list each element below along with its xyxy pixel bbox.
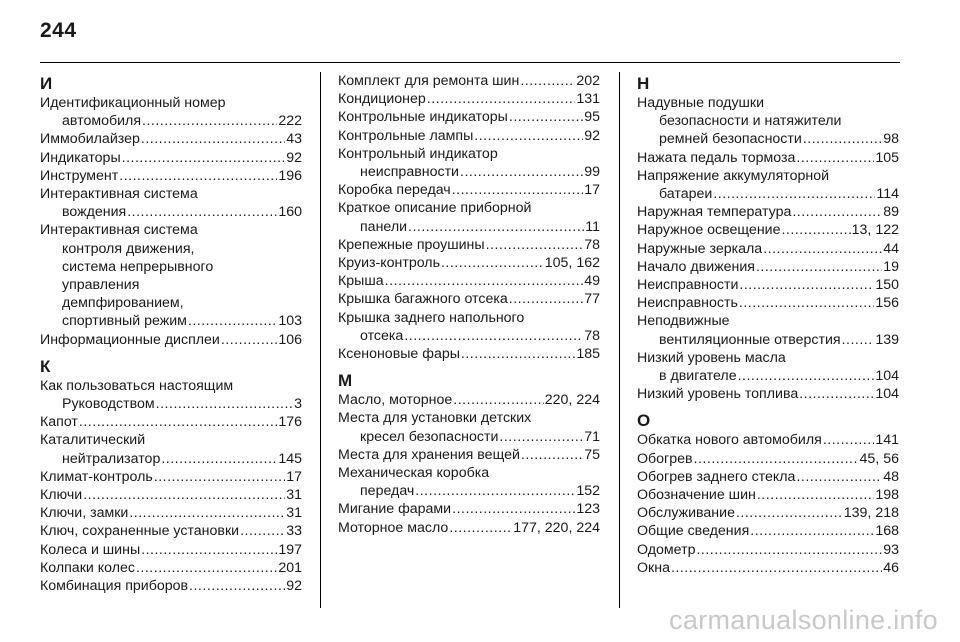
dot-leader [486, 236, 584, 254]
dot-leader [520, 72, 575, 90]
entry-page-ref: 139, 218 [843, 505, 899, 522]
index-entry [40, 577, 302, 595]
entry-page-ref: 93 [883, 541, 899, 558]
index-entry [637, 203, 899, 221]
entry-page-ref: 139 [875, 331, 899, 348]
entry-page-ref: 131 [576, 91, 600, 108]
entry-term: Крышка багажного отсека [338, 291, 508, 308]
index-letter-heading: К [40, 356, 51, 376]
entry-term: система непрерывного [62, 258, 214, 275]
entry-term: Обслуживание [637, 505, 735, 522]
entry-term: Общие сведения [637, 523, 750, 540]
dot-leader [141, 541, 277, 559]
entry-term: Моторное масло [338, 519, 449, 536]
column-divider [619, 72, 620, 608]
index-entry [637, 240, 899, 258]
entry-term: батареи [659, 186, 713, 203]
entry-term: Крышка заднего напольного [338, 309, 525, 326]
index-entry [637, 349, 899, 385]
entry-term: Контрольные индикаторы [338, 109, 508, 126]
dot-leader [799, 385, 874, 403]
index-entry [338, 181, 600, 199]
index-entry [637, 431, 899, 449]
entry-term: кресел безопасности [360, 428, 499, 445]
dot-leader [750, 522, 874, 540]
entry-term: отсека [360, 327, 404, 344]
index-entry [637, 149, 899, 167]
entry-term: Как пользоваться настоящим [40, 377, 234, 394]
entry-page-ref: 105, 162 [544, 255, 600, 272]
entry-term: Надувные подушки [637, 95, 765, 111]
dot-leader [757, 486, 875, 504]
index-entry [40, 486, 302, 504]
index-entry [40, 94, 302, 130]
entry-page-ref: 17 [584, 182, 600, 199]
entry-page-ref: 185 [576, 346, 600, 363]
entry-page-ref: 44 [883, 240, 899, 257]
entry-term: Окна [637, 559, 670, 576]
index-entry [338, 500, 600, 518]
entry-term: Мигание фарами [338, 501, 452, 518]
index-entry [338, 236, 600, 254]
index-letter-heading: М [338, 371, 353, 391]
entry-term: Крепежные проушины [338, 236, 485, 253]
index-entry [338, 290, 600, 308]
dot-leader [823, 431, 875, 449]
entry-page-ref: 220, 224 [544, 392, 600, 409]
entry-page-ref: 201 [278, 559, 302, 576]
dot-leader [127, 203, 277, 221]
dot-leader [509, 108, 583, 126]
entry-page-ref: 31 [286, 505, 302, 522]
entry-term: Инструмент [40, 167, 119, 184]
entry-term: Комбинация приборов [40, 578, 189, 595]
dot-leader [756, 258, 882, 276]
dot-leader [427, 90, 576, 108]
entry-page-ref: 104 [875, 368, 899, 385]
entry-term: Ключ, сохраненные установки [40, 523, 240, 540]
entry-page-ref: 99 [584, 164, 600, 181]
entry-term: Обогрев заднего стекла [637, 468, 796, 485]
dot-leader [441, 254, 544, 272]
index-entry [637, 522, 899, 540]
dot-leader [461, 345, 575, 363]
index-column-1 [40, 72, 302, 595]
dot-leader [415, 482, 575, 500]
dot-leader [404, 327, 583, 345]
dot-leader [79, 413, 277, 431]
index-entry [40, 377, 302, 413]
entry-page-ref: 33 [286, 523, 302, 540]
entry-page-ref: 13, 122 [851, 222, 899, 239]
dot-leader [842, 331, 875, 349]
entry-term: Колеса и шины [40, 541, 141, 558]
entry-term: Неисправности [637, 277, 739, 294]
index-entry [338, 127, 600, 145]
index-entry [637, 450, 899, 468]
index-entry [637, 94, 899, 149]
entry-term: Кондиционер [338, 91, 426, 108]
entry-term: Масло, моторное [338, 392, 453, 409]
dot-leader [781, 221, 850, 239]
entry-term: вождения [62, 204, 127, 221]
entry-term: Обозначение шин [637, 487, 756, 504]
dot-leader [142, 112, 277, 130]
index-entry [338, 309, 600, 345]
entry-term: Интерактивная система [40, 186, 198, 203]
entry-term: ремней безопасности [659, 131, 802, 148]
index-entry [338, 464, 600, 500]
entry-term: Идентификационный номер [40, 95, 226, 111]
index-entry [338, 90, 600, 108]
entry-term: неисправности [360, 164, 459, 181]
entry-term: Комплект для ремонта шин [338, 73, 520, 89]
entry-term: Климат-контроль [40, 468, 153, 485]
entry-page-ref: 19 [883, 258, 899, 275]
entry-term: Механическая коробка [338, 465, 490, 482]
dot-leader [792, 203, 882, 221]
dot-leader [240, 522, 285, 540]
entry-page-ref: 150 [875, 277, 899, 294]
entry-page-ref: 92 [286, 149, 302, 166]
dot-leader [221, 331, 277, 349]
dot-leader [161, 450, 277, 468]
entry-term: Обкатка нового автомобиля [637, 432, 822, 449]
entry-page-ref: 104 [875, 386, 899, 403]
dot-leader [671, 559, 882, 577]
entry-page-ref: 71 [584, 428, 600, 445]
entry-term: передач [360, 483, 415, 500]
index-entry [40, 413, 302, 431]
index-entry [637, 294, 899, 312]
entry-page-ref: 176 [278, 414, 302, 431]
dot-leader [83, 486, 285, 504]
dot-leader [736, 504, 843, 522]
entry-page-ref: 222 [278, 113, 302, 130]
entry-term: Одометр [637, 541, 696, 558]
dot-leader [738, 367, 875, 385]
entry-page-ref: 106 [278, 331, 302, 348]
index-entry [338, 409, 600, 445]
entry-page-ref: 48 [883, 468, 899, 485]
index-entry [637, 504, 899, 522]
index-entry [40, 559, 302, 577]
index-entry [338, 254, 600, 272]
dot-leader [713, 185, 875, 203]
index-entry [338, 72, 600, 90]
index-entry [40, 221, 302, 330]
entry-term: контроля движения, [62, 240, 195, 257]
entry-page-ref: 114 [876, 186, 899, 203]
entry-page-ref: 92 [286, 578, 302, 595]
dot-leader [694, 450, 859, 468]
watermark: carmanualsonline.info [669, 605, 938, 635]
entry-page-ref: 49 [584, 273, 600, 290]
dot-leader [803, 130, 882, 148]
dot-leader [739, 294, 874, 312]
index-entry [637, 167, 899, 203]
entry-page-ref: 98 [883, 131, 899, 148]
entry-page-ref: 11 [585, 218, 600, 235]
entry-term: Каталитический [40, 432, 146, 449]
entry-term: Контрольные лампы [338, 127, 474, 144]
entry-page-ref: 156 [875, 295, 899, 312]
column-divider [320, 72, 321, 608]
entry-term: Нажата педаль тормоза [637, 149, 796, 166]
entry-term: Ключи, замки [40, 505, 129, 522]
dot-leader [460, 163, 583, 181]
index-entry [338, 108, 600, 126]
entry-term: Ксеноновые фары [338, 346, 460, 363]
entry-term: Крыша [338, 273, 384, 290]
dot-leader [122, 149, 286, 167]
entry-term: спортивный режим [62, 313, 187, 330]
dot-leader [499, 428, 583, 446]
entry-term: Индикаторы [40, 149, 121, 166]
entry-page-ref: 89 [883, 204, 899, 221]
entry-term: Ключи [40, 487, 83, 504]
dot-leader [763, 240, 882, 258]
entry-page-ref: 105 [875, 149, 899, 166]
entry-page-ref: 92 [584, 127, 600, 144]
entry-term: Информационные дисплеи [40, 331, 220, 348]
entry-term: Низкий уровень топлива [637, 386, 799, 403]
index-entry [40, 185, 302, 221]
dot-leader [521, 446, 583, 464]
dot-leader [796, 149, 874, 167]
entry-term: управления [62, 277, 140, 294]
dot-leader [453, 391, 544, 409]
index-entry [637, 258, 899, 276]
index-entry [637, 559, 899, 577]
entry-term: Наружное освещение [637, 222, 781, 239]
index-entry [338, 391, 600, 409]
dot-leader [156, 395, 293, 413]
index-entry [40, 331, 302, 349]
index-entry [40, 149, 302, 167]
entry-page-ref: 141 [875, 432, 899, 449]
index-entry [637, 221, 899, 239]
entry-term: Низкий уровень масла [637, 349, 786, 366]
page-number: 244 [40, 19, 77, 42]
index-entry [40, 541, 302, 559]
index-column-2 [338, 72, 600, 537]
entry-term: Коробка передач [338, 182, 451, 199]
entry-page-ref: 196 [278, 167, 302, 184]
entry-term: Контрольный индикатор [338, 145, 498, 162]
index-letter-heading: Н [637, 74, 650, 93]
index-letter-heading: И [40, 74, 53, 93]
entry-term: в двигателе [659, 368, 737, 385]
dot-leader [129, 504, 285, 522]
entry-term: автомобиля [62, 113, 142, 130]
entry-term: Напряжение аккумуляторной [637, 167, 830, 184]
entry-page-ref: 177, 220, 224 [513, 519, 600, 536]
entry-term: Обогрев [637, 450, 693, 467]
dot-leader [474, 127, 583, 145]
dot-leader [449, 519, 512, 537]
index-entry [637, 385, 899, 403]
entry-page-ref: 46 [883, 559, 899, 576]
index-entry [637, 468, 899, 486]
entry-term: демпфированием, [62, 295, 184, 312]
entry-page-ref: 95 [584, 109, 600, 126]
index-entry [637, 276, 899, 294]
dot-leader [739, 276, 874, 294]
entry-term: Краткое описание приборной [338, 200, 532, 217]
entry-page-ref: 202 [576, 73, 600, 89]
dot-leader [136, 559, 277, 577]
entry-term: нейтрализатор [62, 450, 161, 467]
header-rule [40, 62, 900, 63]
entry-term: Места для хранения вещей [338, 446, 520, 463]
entry-term: Неподвижные [637, 313, 730, 330]
entry-term: Руководством [62, 396, 155, 413]
index-entry [338, 145, 600, 181]
entry-page-ref: 78 [584, 327, 600, 344]
entry-term: безопасности и натяжители [659, 113, 842, 130]
entry-page-ref: 17 [286, 468, 302, 485]
entry-page-ref: 123 [576, 501, 600, 518]
dot-leader [154, 468, 285, 486]
entry-page-ref: 145 [278, 450, 302, 467]
dot-leader [796, 468, 882, 486]
entry-page-ref: 198 [875, 487, 899, 504]
index-entry [40, 522, 302, 540]
entry-page-ref: 78 [584, 236, 600, 253]
entry-page-ref: 31 [286, 487, 302, 504]
index-entry [40, 130, 302, 148]
index-entry [338, 272, 600, 290]
index-entry [637, 312, 899, 348]
entry-term: Места для установки детских [338, 410, 532, 427]
entry-page-ref: 43 [286, 131, 302, 148]
dot-leader [408, 218, 584, 236]
index-entry [338, 345, 600, 363]
entry-page-ref: 3 [294, 396, 302, 413]
entry-term: Капот [40, 414, 78, 431]
entry-page-ref: 160 [278, 204, 302, 221]
entry-term: Наружная температура [637, 204, 792, 221]
entry-term: вентиляционные отверстия [659, 331, 841, 348]
index-entry [637, 541, 899, 559]
entry-term: Начало движения [637, 258, 755, 275]
index-entry [40, 167, 302, 185]
index-entry [637, 486, 899, 504]
index-entry [40, 431, 302, 467]
entry-page-ref: 152 [576, 483, 600, 500]
entry-term: панели [360, 218, 408, 235]
dot-leader [119, 167, 277, 185]
entry-term: Колпаки колес [40, 559, 135, 576]
entry-page-ref: 197 [278, 541, 302, 558]
index-entry [338, 199, 600, 235]
entry-term: Иммобилайзер [40, 131, 140, 148]
entry-term: Наружные зеркала [637, 240, 763, 257]
dot-leader [188, 312, 277, 330]
dot-leader [189, 577, 285, 595]
dot-leader [452, 181, 584, 199]
entry-page-ref: 168 [875, 523, 899, 540]
entry-page-ref: 45, 56 [859, 450, 899, 467]
index-column-3 [637, 72, 899, 577]
index-letter-heading: О [637, 411, 651, 431]
entry-term: Неисправность [637, 295, 738, 312]
dot-leader [385, 272, 584, 290]
entry-term: Круиз-контроль [338, 255, 440, 272]
dot-leader [696, 541, 882, 559]
index-entry [338, 519, 600, 537]
index-entry [40, 504, 302, 522]
dot-leader [141, 130, 285, 148]
dot-leader [452, 500, 575, 518]
dot-leader [509, 290, 583, 308]
index-entry [338, 446, 600, 464]
entry-term: Интерактивная система [40, 222, 198, 239]
entry-page-ref: 103 [278, 313, 302, 330]
entry-page-ref: 75 [584, 446, 600, 463]
index-entry [40, 468, 302, 486]
entry-page-ref: 77 [584, 291, 600, 308]
